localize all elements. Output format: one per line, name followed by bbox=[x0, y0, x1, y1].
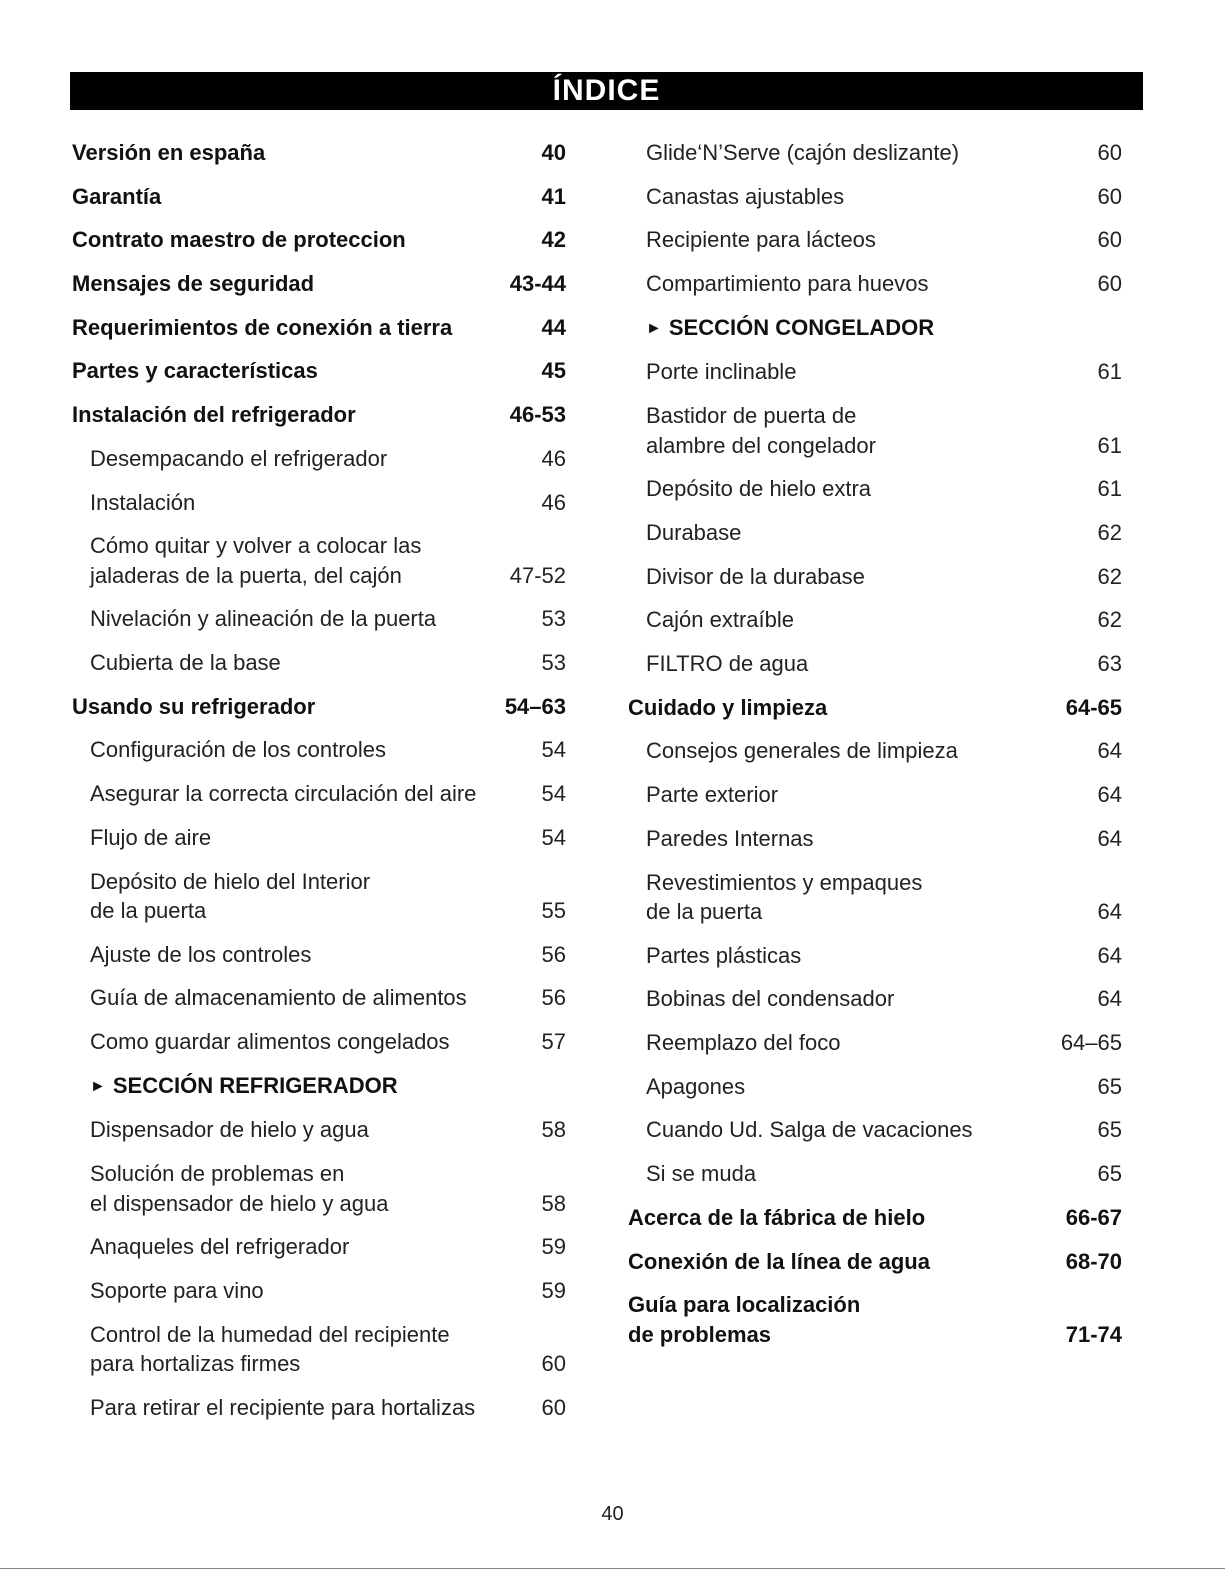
toc-entry-pages: 44 bbox=[541, 314, 566, 340]
toc-entry-pages: 60 bbox=[1097, 227, 1122, 253]
toc-entry-pages: 58 bbox=[541, 1117, 566, 1143]
toc-entry-label: Requerimientos de conexión a tierra bbox=[72, 314, 453, 340]
toc-entry-label: Depósito de hielo del Interior de la puerta bbox=[90, 868, 371, 923]
toc-entry bbox=[72, 313, 566, 343]
toc-entry bbox=[72, 604, 566, 634]
toc-entry-pages: 60 bbox=[541, 1394, 566, 1420]
toc-entry-label: Depósito de hielo extra bbox=[646, 476, 872, 502]
toc-entry bbox=[72, 779, 566, 809]
toc-entry bbox=[628, 518, 1122, 548]
toc-entry-pages: 56 bbox=[541, 985, 566, 1011]
toc-entry-pages: 64 bbox=[1097, 986, 1122, 1012]
toc-entry-label: Consejos generales de limpieza bbox=[646, 738, 958, 764]
toc-entry bbox=[72, 735, 566, 765]
toc-entry-label: Recipiente para lácteos bbox=[646, 227, 876, 253]
toc-entry-pages: 41 bbox=[541, 183, 566, 209]
triangle-arrow-icon: ► bbox=[90, 1077, 106, 1095]
toc-entry-pages: 43-44 bbox=[509, 271, 566, 297]
toc-entry bbox=[72, 648, 566, 678]
toc-entry-pages: 55 bbox=[541, 898, 566, 923]
toc-entry bbox=[72, 182, 566, 212]
toc-entry-pages: 65 bbox=[1097, 1073, 1122, 1099]
toc-entry-label: Control de la humedad del recipiente para hortalizas firmes bbox=[90, 1321, 450, 1377]
toc-entry bbox=[628, 1203, 1122, 1233]
toc-entry-label: Partes y características bbox=[72, 358, 318, 384]
toc-entry bbox=[628, 138, 1122, 168]
triangle-arrow-icon: ► bbox=[646, 319, 662, 337]
toc-entry bbox=[72, 692, 566, 722]
toc-entry-label: Instalación bbox=[90, 489, 196, 515]
toc-entry-label: Bobinas del condensador bbox=[646, 986, 895, 1012]
toc-entry-pages: 64 bbox=[1097, 782, 1122, 808]
toc-entry-pages: 61 bbox=[1097, 476, 1122, 502]
toc-entry-pages: 60 bbox=[541, 1351, 566, 1377]
toc-entry-label: Desempacando el refrigerador bbox=[90, 445, 388, 471]
toc-entry bbox=[72, 867, 566, 926]
toc-entry-label: Ajuste de los controles bbox=[90, 941, 312, 967]
toc-entry-pages: 68-70 bbox=[1065, 1248, 1122, 1274]
section-label: SECCIÓN REFRIGERADOR bbox=[112, 1072, 398, 1098]
toc-entry-pages: 54–63 bbox=[504, 693, 566, 719]
toc-entry-pages: 62 bbox=[1097, 563, 1122, 589]
toc-entry bbox=[72, 1232, 566, 1262]
toc-entry-label: Cajón extraíble bbox=[646, 607, 794, 633]
toc-entry-label: Configuración de los controles bbox=[90, 737, 386, 763]
toc-entry bbox=[628, 1290, 1122, 1349]
toc-entry bbox=[628, 225, 1122, 255]
toc-entry bbox=[628, 984, 1122, 1014]
toc-entry bbox=[72, 1071, 566, 1102]
toc-entry-label: Instalación del refrigerador bbox=[72, 402, 356, 428]
toc-entry bbox=[72, 983, 566, 1013]
toc-entry-pages: 46 bbox=[541, 489, 566, 515]
toc-entry-label: Cuidado y limpieza bbox=[628, 694, 828, 720]
toc-entry-pages: 46-53 bbox=[509, 402, 566, 428]
toc-entry bbox=[628, 562, 1122, 592]
toc-entry-label: Cuando Ud. Salga de vacaciones bbox=[646, 1117, 973, 1143]
toc-entry-pages: 62 bbox=[1097, 607, 1122, 633]
page-number: 40 bbox=[601, 1503, 624, 1525]
toc-entry-label: Reemplazo del foco bbox=[646, 1030, 841, 1056]
toc-entry-label: Durabase bbox=[646, 520, 742, 545]
toc-entry bbox=[72, 1159, 566, 1218]
toc-entry-pages: 65 bbox=[1097, 1117, 1122, 1143]
toc-entry-pages: 64 bbox=[1097, 825, 1122, 851]
toc-entry-label: Porte inclinable bbox=[646, 359, 797, 385]
toc-entry-label: Para retirar el recipiente para hortalizas bbox=[90, 1394, 476, 1420]
toc-entry-label: Compartimiento para huevos bbox=[646, 271, 929, 297]
toc-entry-label: Acerca de la fábrica de hielo bbox=[628, 1204, 926, 1230]
toc-entry-pages: 54 bbox=[541, 781, 566, 807]
toc-entry bbox=[628, 941, 1122, 971]
toc-entry bbox=[628, 824, 1122, 854]
toc-entry-pages: 60 bbox=[1097, 140, 1122, 165]
toc-entry bbox=[628, 736, 1122, 766]
toc-entry-label: Mensajes de seguridad bbox=[72, 271, 315, 297]
toc-entry-label: Nivelación y alineación de la puerta bbox=[90, 606, 437, 632]
toc-right-column bbox=[628, 138, 1122, 1363]
toc-entry-label: Asegurar la correcta circulación del aire bbox=[90, 781, 477, 807]
index-header-bar bbox=[70, 72, 1143, 110]
toc-entry bbox=[628, 605, 1122, 635]
toc-entry bbox=[72, 823, 566, 853]
toc-entry-pages: 60 bbox=[1097, 271, 1122, 297]
toc-entry-pages: 63 bbox=[1097, 651, 1122, 677]
toc-entry-label: Solución de problemas en el dispensador de hielo y agua bbox=[90, 1161, 389, 1216]
toc-entry bbox=[72, 269, 566, 299]
toc-entry bbox=[72, 488, 566, 518]
toc-entry-pages: 64 bbox=[1097, 942, 1122, 968]
toc-entry bbox=[628, 1028, 1122, 1058]
toc-entry bbox=[72, 940, 566, 970]
toc-entry-label: Paredes Internas bbox=[646, 825, 814, 851]
toc-entry-label: Cómo quitar y volver a colocar las jaladeras de la puerta, del cajón bbox=[90, 533, 422, 588]
toc-entry-label: FILTRO de agua bbox=[646, 651, 809, 677]
toc-entry bbox=[72, 356, 566, 386]
toc-entry-pages: 71-74 bbox=[1065, 1321, 1122, 1347]
toc-entry bbox=[72, 138, 566, 168]
toc-entry-label: Versión en españa bbox=[72, 140, 266, 165]
toc-entry bbox=[628, 780, 1122, 810]
toc-entry bbox=[72, 531, 566, 590]
toc-entry-label: Usando su refrigerador bbox=[72, 693, 316, 719]
toc-left-column bbox=[72, 138, 566, 1437]
toc-entry-label: Bastidor de puerta de alambre del congelador bbox=[646, 403, 876, 458]
toc-entry bbox=[628, 1072, 1122, 1102]
toc-entry-label bbox=[646, 313, 1114, 344]
toc-entry-label: Contrato maestro de proteccion bbox=[72, 227, 406, 253]
toc-entry-pages: 62 bbox=[1097, 520, 1122, 545]
toc-entry-label: Canastas ajustables bbox=[646, 183, 845, 209]
toc-entry bbox=[72, 1320, 566, 1379]
toc-entry bbox=[72, 444, 566, 474]
toc-entry-pages: 54 bbox=[541, 737, 566, 763]
toc-entry bbox=[628, 868, 1122, 927]
toc-entry-label: Conexión de la línea de agua bbox=[628, 1248, 930, 1274]
bottom-rule bbox=[0, 1568, 1225, 1569]
toc-entry bbox=[628, 401, 1122, 460]
toc-entry bbox=[628, 182, 1122, 212]
toc-entry-label: Anaqueles del refrigerador bbox=[90, 1234, 350, 1260]
toc-entry-label: Como guardar alimentos congelados bbox=[90, 1029, 450, 1055]
toc-entry-label: Divisor de la durabase bbox=[646, 563, 865, 589]
toc-entry-pages: 64–65 bbox=[1060, 1030, 1122, 1056]
toc-entry-pages: 59 bbox=[541, 1234, 566, 1260]
toc-entry bbox=[628, 313, 1122, 344]
toc-entry-pages: 60 bbox=[1097, 183, 1122, 209]
toc-entry-pages: 66-67 bbox=[1065, 1204, 1122, 1230]
toc-entry bbox=[628, 649, 1122, 679]
toc-entry-pages: 64 bbox=[1097, 899, 1122, 924]
toc-entry-pages: 64-65 bbox=[1065, 694, 1122, 720]
toc-entry bbox=[628, 269, 1122, 299]
index-title: ÍNDICE bbox=[552, 74, 661, 107]
toc-entry bbox=[628, 357, 1122, 387]
toc-entry bbox=[72, 225, 566, 255]
toc-entry-pages: 64 bbox=[1097, 738, 1122, 764]
toc-entry bbox=[628, 1115, 1122, 1145]
toc-entry bbox=[628, 474, 1122, 504]
toc-entry bbox=[628, 693, 1122, 723]
toc-entry-label: Guía de almacenamiento de alimentos bbox=[90, 985, 467, 1011]
toc-entry bbox=[628, 1247, 1122, 1277]
toc-entry-label: Guía para localización de problemas bbox=[628, 1292, 861, 1347]
section-label: SECCIÓN CONGELADOR bbox=[668, 314, 935, 340]
toc-entry-pages: 61 bbox=[1097, 432, 1122, 458]
toc-entry-pages: 46 bbox=[541, 445, 566, 471]
toc-entry-pages: 56 bbox=[541, 941, 566, 967]
toc-entry bbox=[72, 400, 566, 430]
toc-entry bbox=[72, 1276, 566, 1306]
toc-entry-pages: 53 bbox=[541, 606, 566, 632]
toc-entry-label: Dispensador de hielo y agua bbox=[90, 1117, 369, 1143]
toc-entry-pages: 65 bbox=[1097, 1161, 1122, 1187]
toc-entry-label: Parte exterior bbox=[646, 782, 779, 808]
toc-entry bbox=[628, 1159, 1122, 1189]
toc-entry-pages: 58 bbox=[541, 1190, 566, 1216]
toc-entry-pages: 45 bbox=[541, 358, 566, 384]
toc-entry-label: Glide‘N’Serve (cajón deslizante) bbox=[646, 140, 960, 165]
toc-entry-label: Flujo de aire bbox=[90, 824, 212, 850]
toc-entry bbox=[72, 1027, 566, 1057]
toc-entry-label: Revestimientos y empaques de la puerta bbox=[646, 869, 923, 924]
toc-entry-label bbox=[90, 1071, 558, 1102]
toc-entry-pages: 47-52 bbox=[509, 562, 566, 588]
toc-entry-label: Apagones bbox=[646, 1073, 746, 1099]
toc-entry-label: Si se muda bbox=[646, 1161, 757, 1187]
toc-entry-pages: 61 bbox=[1097, 359, 1122, 385]
toc-entry bbox=[72, 1115, 566, 1145]
toc-entry-pages: 59 bbox=[541, 1278, 566, 1303]
toc-entry-pages: 57 bbox=[541, 1029, 566, 1055]
toc-entry-pages: 53 bbox=[541, 650, 566, 676]
toc-entry-label: Garantía bbox=[72, 183, 162, 209]
toc-entry bbox=[72, 1393, 566, 1423]
toc-entry-pages: 42 bbox=[541, 227, 566, 253]
toc-entry-pages: 54 bbox=[541, 824, 566, 850]
toc-entry-pages: 40 bbox=[541, 140, 566, 165]
toc-entry-label: Partes plásticas bbox=[646, 942, 802, 968]
toc-entry-label: Soporte para vino bbox=[90, 1278, 264, 1303]
toc-entry-label: Cubierta de la base bbox=[90, 650, 281, 676]
